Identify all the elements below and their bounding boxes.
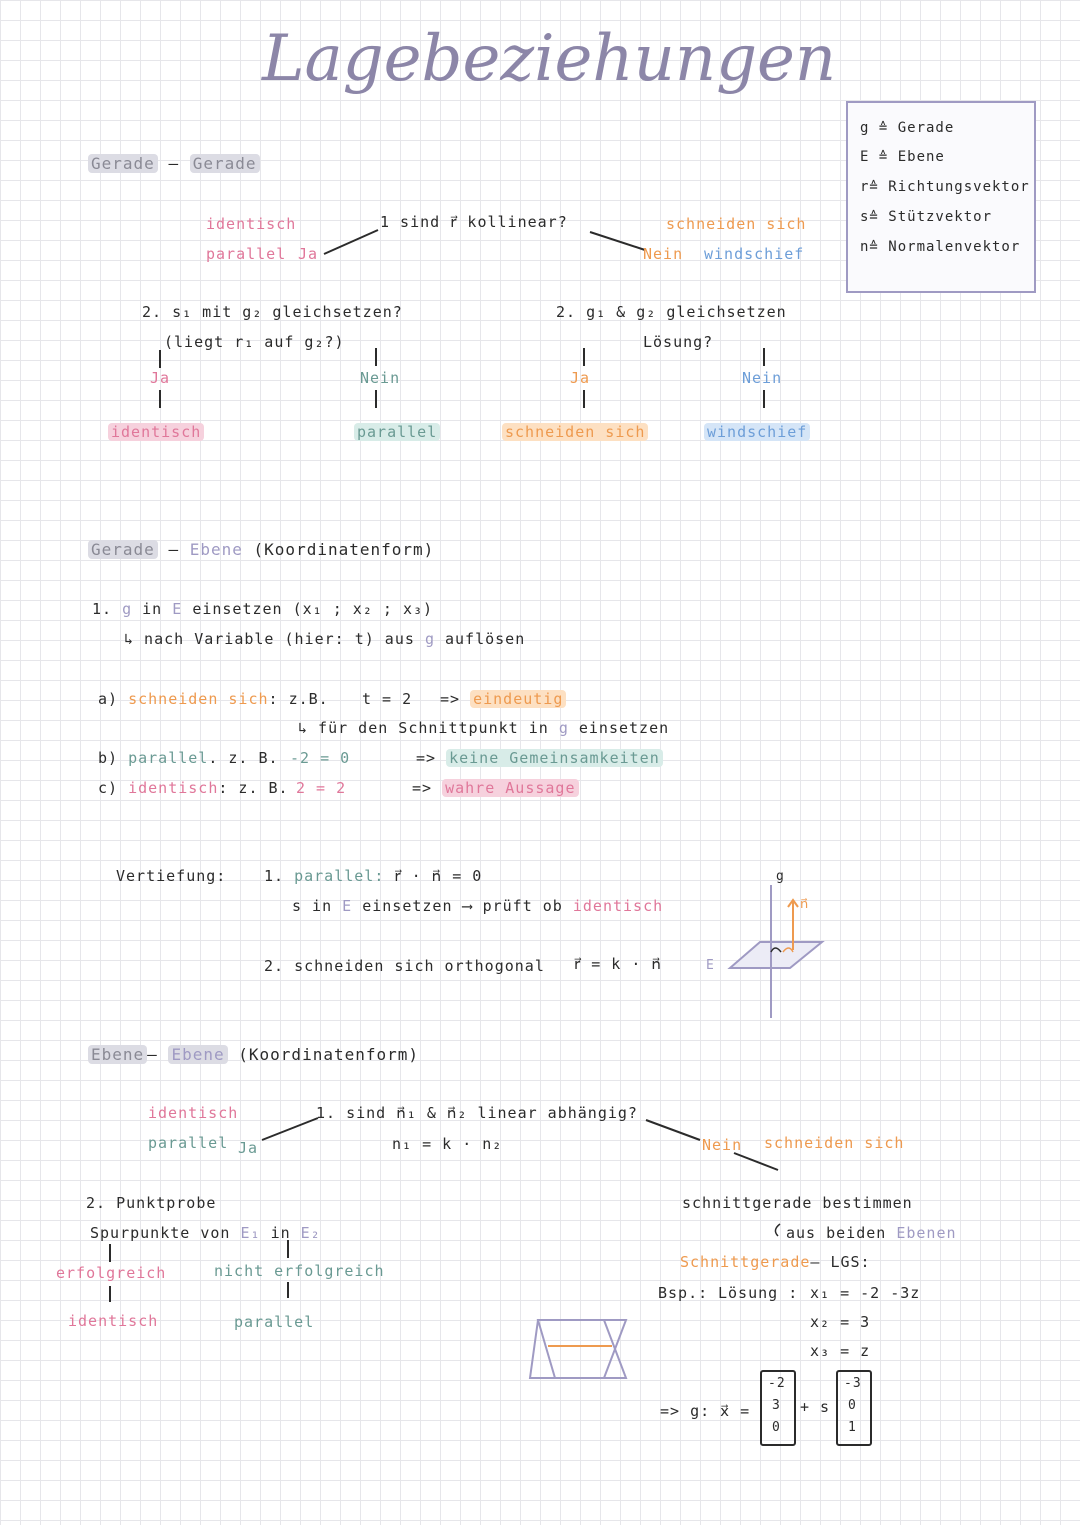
ge-heading-c: (Koordinatenform) — [253, 540, 435, 559]
page-title: Lagebeziehungen — [262, 22, 837, 96]
ge-case-a-result-text: eindeutig — [470, 690, 566, 708]
ee-step-2: 2. Punktprobe — [86, 1194, 217, 1212]
ge-vertiefung-1b-E: E — [342, 897, 353, 915]
ge-case-a-eq: t = 2 — [362, 690, 413, 708]
ge-heading — [88, 540, 434, 559]
ee-spur-in: in — [270, 1224, 291, 1242]
ge-vertiefung-2-formula: r⃗ = k · n⃗ — [574, 955, 662, 973]
ee-aus-beiden — [786, 1224, 957, 1242]
ge-case-b-result — [416, 749, 663, 767]
ee-v1-0: -2 — [768, 1376, 786, 1391]
ee-stuetzvektor — [760, 1370, 796, 1446]
gg-question-2-left-2: (liegt r₁ auf g₂?) — [164, 333, 345, 351]
ee-richtungsvektor — [836, 1370, 872, 1446]
ge-case-c-eg: : z. B. — [218, 779, 289, 797]
ee-question-1: 1. sind n⃗₁ & n⃗₂ linear abhängig? — [316, 1104, 638, 1122]
gg-heading-a: Gerade — [88, 154, 158, 173]
ee-x1: x₁ = -2 -3z — [810, 1284, 921, 1302]
ee-heading-sep: – — [147, 1045, 158, 1064]
ee-aus-beiden-pre: aus beiden — [786, 1224, 887, 1242]
ge-vertiefung-label: Vertiefung: — [116, 867, 227, 885]
ge-step-1b-g: g — [424, 630, 435, 648]
ge-heading-a: Gerade — [88, 540, 158, 559]
ee-question-1-eq: n₁ = k · n₂ — [392, 1135, 503, 1153]
gg-right-nein: Nein — [643, 245, 684, 263]
ge-step-1b-post: auflösen — [445, 630, 526, 648]
ee-x3: x₃ = z — [810, 1342, 871, 1360]
ee-lgs-a: Schnittgerade — [680, 1253, 811, 1271]
ge-step-1-rest: einsetzen (x₁ ; x₂ ; x₃) — [192, 600, 434, 618]
ee-right-schneiden: schneiden sich — [764, 1134, 905, 1152]
ge-vertiefung-1b-ident: identisch — [572, 897, 664, 915]
ee-right-nein: Nein — [702, 1136, 743, 1154]
ee-left-ja: Ja — [238, 1139, 259, 1157]
ge-vertiefung-1b-s: s in — [292, 897, 333, 915]
ee-left-identisch: identisch — [148, 1104, 239, 1122]
ge-case-b-text: parallel — [128, 749, 209, 767]
ge-step-1 — [92, 600, 433, 618]
fig-label-g: g — [776, 869, 785, 884]
gg-question-2-left-1: 2. s₁ mit g₂ gleichsetzen? — [142, 303, 403, 321]
gg-ja-left: Ja — [150, 369, 171, 387]
ge-case-a-sub-post: einsetzen — [578, 719, 670, 737]
ee-bsp: Bsp.: — [658, 1284, 709, 1302]
ee-spur-E1: E₁ — [240, 1224, 261, 1242]
legend-gerade: g ≙ Gerade — [860, 120, 955, 136]
gg-question-2-right-1: 2. g₁ & g₂ gleichsetzen — [556, 303, 787, 321]
ee-lgs-b: – LGS: — [810, 1253, 871, 1271]
ee-aus-beiden-post: Ebenen — [896, 1224, 957, 1242]
ge-case-a-sub-pre: ↳ für den Schnittpunkt in — [298, 719, 549, 737]
ge-case-b-eg: . z. B. — [208, 749, 279, 767]
gg-heading-b: Gerade — [190, 154, 260, 173]
gg-right-windschief: windschief — [704, 245, 805, 263]
ge-case-b — [98, 749, 279, 767]
ge-case-c-result — [412, 779, 579, 797]
ee-nicht-erfolgreich: nicht erfolgreich — [214, 1262, 385, 1280]
ge-case-c-text: identisch — [128, 779, 219, 797]
gg-right-schneiden: schneiden sich — [666, 215, 807, 233]
ee-heading-b: Ebene — [168, 1045, 227, 1064]
ge-case-b-arrow: => — [416, 749, 437, 767]
ee-g-equation: => g: x⃗ = — [660, 1402, 751, 1420]
ee-v2-2: 1 — [848, 1420, 857, 1435]
gg-nein-right: Nein — [742, 369, 783, 387]
gg-question-1: 1 sind r⃗ kollinear? — [380, 213, 568, 231]
ge-case-b-eq: -2 = 0 — [290, 749, 351, 767]
fig-label-E: E — [706, 958, 715, 973]
ee-v1-1: 3 — [772, 1398, 781, 1413]
ee-schnittgerade-bestimmen: schnittgerade bestimmen — [682, 1194, 913, 1212]
ge-step-1-g: g — [122, 600, 133, 618]
ee-erfolgreich: erfolgreich — [56, 1264, 167, 1282]
ge-step-1b — [124, 630, 525, 648]
ge-case-a-result — [440, 690, 566, 708]
ge-heading-sep: – — [168, 540, 180, 559]
ee-v2-0: -3 — [844, 1376, 862, 1391]
fig-label-n: n⃗ — [800, 897, 810, 912]
gg-result-schneiden: schneiden sich — [502, 423, 648, 441]
ee-spur-pre: Spurpunkte von — [90, 1224, 231, 1242]
ge-case-c-eq: 2 = 2 — [296, 779, 347, 797]
ee-left-parallel: parallel — [148, 1134, 229, 1152]
gg-left-identisch: identisch — [206, 215, 297, 233]
ee-heading-a: Ebene — [88, 1045, 147, 1064]
ee-x2: x₂ = 3 — [810, 1313, 871, 1331]
ge-case-a-sub — [298, 719, 669, 737]
gg-left-parallel: parallel — [206, 245, 287, 263]
gg-left-ja: Ja — [298, 245, 319, 263]
ee-heading — [88, 1045, 419, 1064]
ge-case-a — [98, 690, 329, 708]
legend-normalenvektor: n≙ Normalenvektor — [860, 239, 1021, 255]
ge-vertiefung-1b — [292, 897, 663, 915]
ge-case-c — [98, 779, 289, 797]
ge-heading-b: Ebene — [189, 540, 243, 559]
legend-ebene: E ≙ Ebene — [860, 149, 945, 165]
legend-richtungsvektor: r≙ Richtungsvektor — [860, 179, 1030, 195]
ee-spurpunkte — [90, 1224, 321, 1242]
ee-v2-1: 0 — [848, 1398, 857, 1413]
ge-case-a-label: a) — [98, 690, 119, 708]
ge-case-c-result-text: wahre Aussage — [442, 779, 578, 797]
ee-lgs — [680, 1253, 871, 1271]
gg-heading — [88, 154, 260, 173]
ge-vertiefung-1b-mid: einsetzen ⟶ prüft ob — [362, 897, 563, 915]
ee-loesung: Lösung : — [718, 1284, 799, 1302]
ge-vertiefung-1-formula: r⃗ · n⃗ = 0 — [394, 867, 483, 885]
ge-step-1-num: 1. — [92, 600, 113, 618]
ge-case-c-arrow: => — [412, 779, 433, 797]
ge-vertiefung-1 — [264, 867, 482, 885]
ee-result-parallel: parallel — [234, 1313, 315, 1331]
ge-vertiefung-1-num: 1. — [264, 867, 285, 885]
legend-stuetzvektor: s≙ Stützvektor — [860, 209, 993, 225]
ge-case-a-text: schneiden sich — [128, 690, 269, 708]
ge-vertiefung-2: 2. schneiden sich orthogonal — [264, 957, 545, 975]
ee-result-identisch: identisch — [68, 1312, 159, 1330]
ge-vertiefung-1-text: parallel: — [294, 867, 385, 885]
gg-result-parallel: parallel — [354, 423, 440, 441]
ee-spur-E2: E₂ — [300, 1224, 321, 1242]
ge-case-c-label: c) — [98, 779, 119, 797]
gg-question-2-right-2: Lösung? — [643, 333, 714, 351]
gg-nein-left: Nein — [360, 369, 401, 387]
gg-result-windschief: windschief — [704, 423, 810, 441]
ge-step-1-in: in — [142, 600, 163, 618]
ee-v1-2: 0 — [772, 1420, 781, 1435]
ge-case-a-sub-g: g — [558, 719, 569, 737]
ee-heading-c: (Koordinatenform) — [238, 1045, 420, 1064]
ge-case-b-label: b) — [98, 749, 119, 767]
ge-case-b-result-text: keine Gemeinsamkeiten — [446, 749, 663, 767]
ge-step-1b-pre: ↳ nach Variable (hier: t) aus — [124, 630, 415, 648]
gg-result-identisch: identisch — [108, 423, 204, 441]
gg-heading-sep: – — [168, 154, 180, 173]
ge-case-a-eg: : z.B. — [268, 690, 329, 708]
ge-case-a-arrow: => — [440, 690, 461, 708]
ge-step-1-E: E — [172, 600, 183, 618]
ee-plus-s: + s — [800, 1398, 831, 1416]
gg-ja-right: Ja — [570, 369, 591, 387]
